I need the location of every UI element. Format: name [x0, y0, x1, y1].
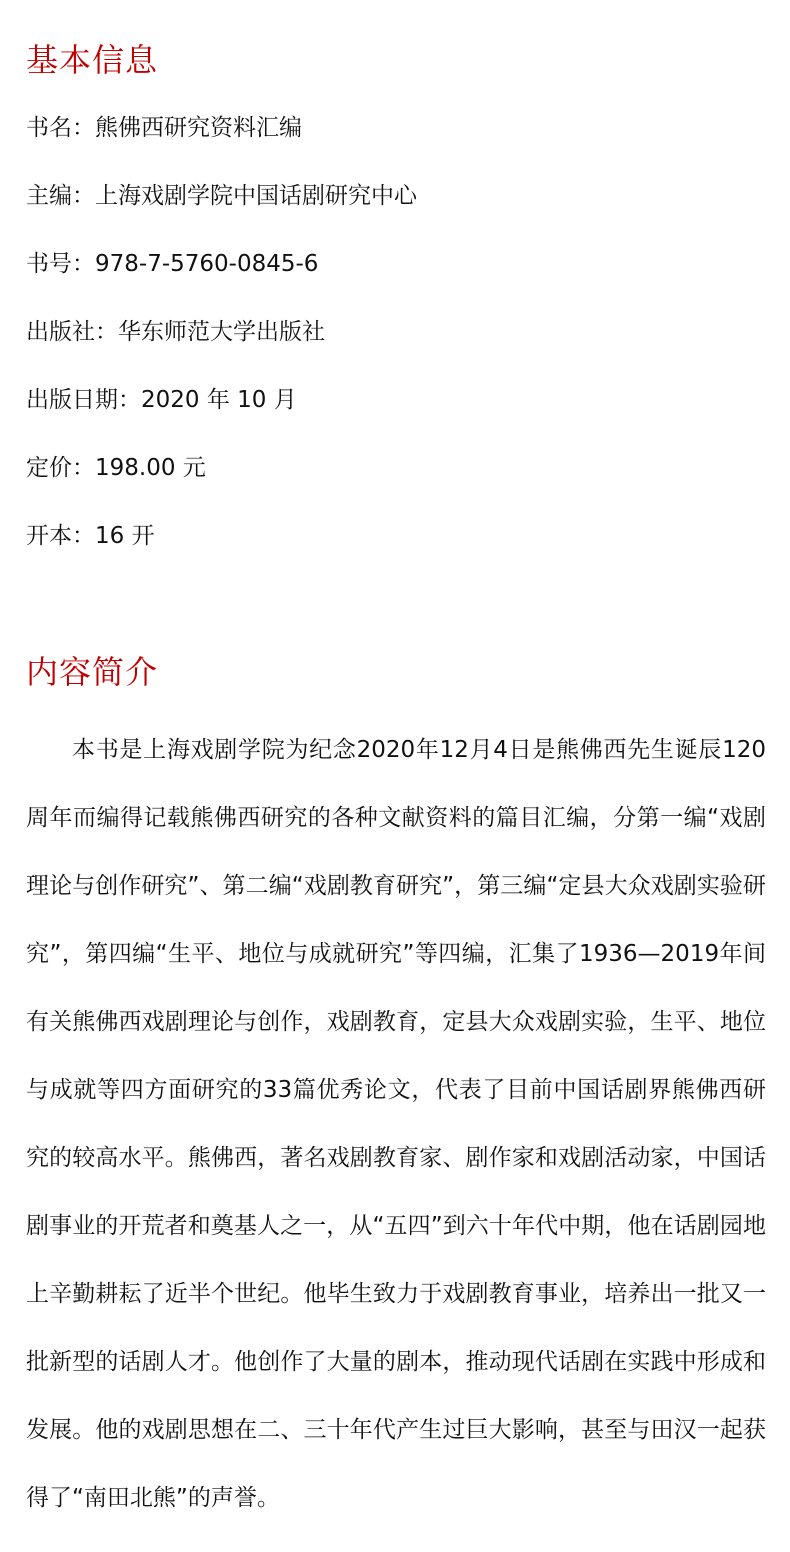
info-row-publish-date: 出版日期：2020 年 10 月: [26, 387, 297, 413]
basic-info-list: [26, 110, 417, 586]
info-row-publisher: 出版社：华东师范大学出版社: [26, 319, 325, 345]
intro-heading: 内容简介: [26, 653, 159, 691]
intro-paragraph: 本书是上海戏剧学院为纪念2020年12月4日是熊佛西先生诞辰120周年而编得记载熊佛西研究的各种文献资料的篇目汇编，分第一编“戏剧理论与创作研究”、第二编“戏剧教育研究”，第三编“定县大众戏剧实验研究”，第四编“生平、地位与成就研究”等四编，汇集了1936—2019年间有关熊佛西戏剧理论与创作，戏剧教育，定县大众戏剧实验，生平、地位与成就等四方面研究的33篇优秀论文，代表了目前中国话剧界熊佛西研究的较高水平。熊佛西，著名戏剧教育家、剧作家和戏剧活动家，中国话剧事业的开荒者和奠基人之一，从“五四”到六十年代中期，他在话剧园地上辛勤耕耘了近半个世纪。他毕生致力于戏剧教育事业，培养出一批又一批新型的话剧人才。他创作了大量的剧本，推动现代话剧在实践中形成和发展。他的戏剧思想在二、三十年代产生过巨大影响，甚至与田汉一起获得了“南田北熊”的声誉。: [26, 737, 766, 1511]
info-row-editor: 主编：上海戏剧学院中国话剧研究中心: [26, 183, 417, 209]
info-row-format: 开本：16 开: [26, 523, 155, 549]
info-row-isbn: 书号：978-7-5760-0845-6: [26, 251, 319, 277]
info-row-title: 书名：熊佛西研究资料汇编: [26, 115, 302, 141]
info-row-price: 定价：198.00 元: [26, 455, 206, 481]
basic-info-heading: 基本信息: [26, 41, 159, 79]
